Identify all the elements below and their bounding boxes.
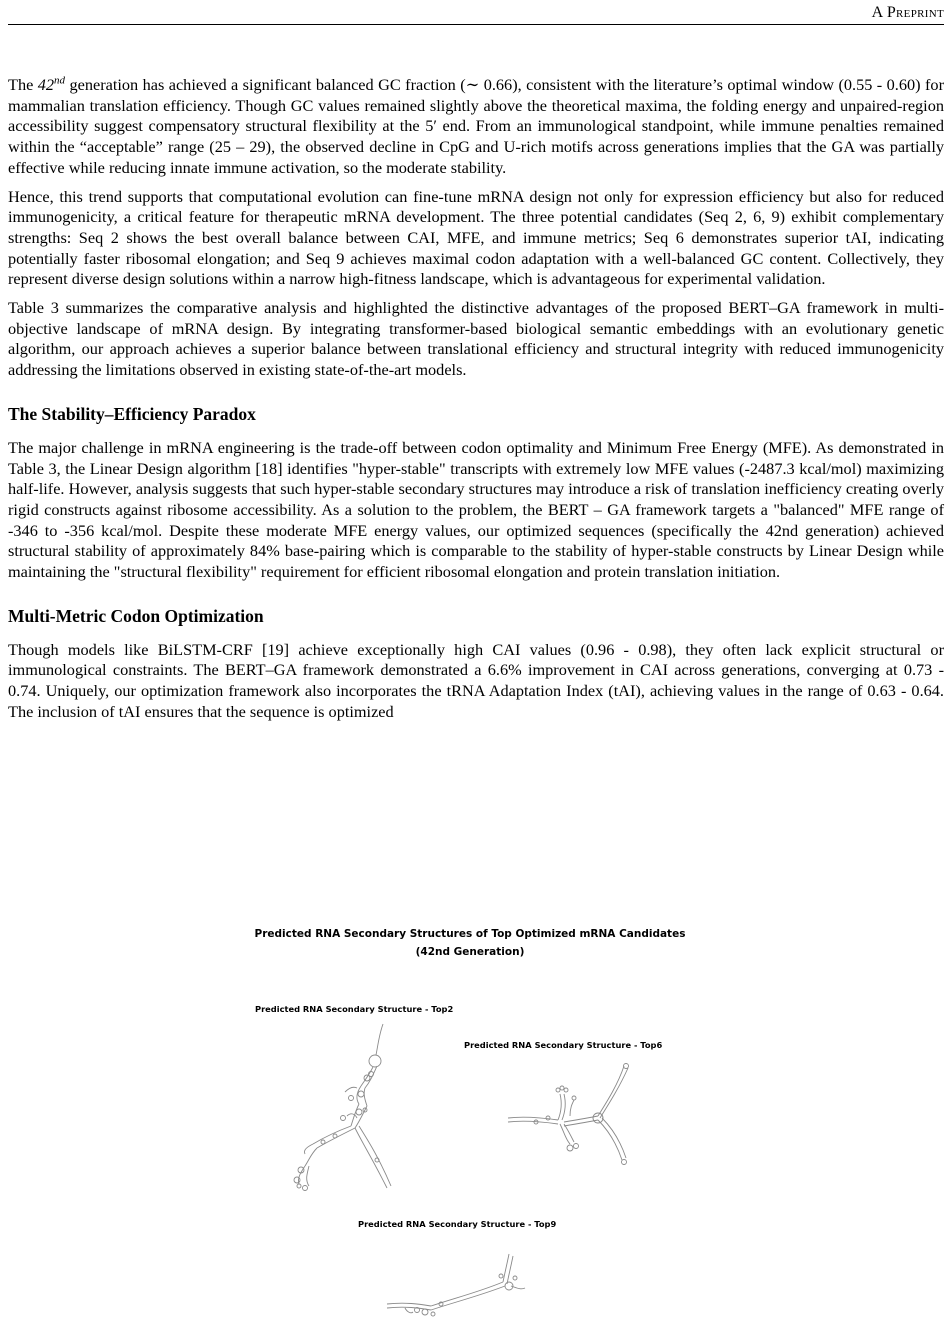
structure-top6-strokes (508, 1064, 629, 1165)
p1-num: 42 (37, 75, 55, 94)
rna-structures-figure (200, 920, 760, 1321)
p1-pre: The (8, 75, 38, 94)
paragraph-table-summary: Table 3 summarizes the comparative analysis and highlighted the distinctive advantages of the proposed BERT–GA framework in multi-objective landscape of mRNA design. By integrating transformer-based biological semantic embeddings with an evolutionary genetic algorithm, our approach achieves a superior balance between translational efficiency and structural integrity with reduced immunogenicity addressing the limitations observed in existing state-of-the-art models. (8, 298, 944, 380)
section-heading-codon: Multi-Metric Codon Optimization (8, 605, 264, 626)
structure-top9-strokes (387, 1254, 525, 1316)
paragraph-stability: The major challenge in mRNA engineering is the trade-off between codon optimality and Minimum Free Energy (MFE). As demonstrated in Table 3, the Linear Design algorithm [18] identifies "hyper-stable" transcripts with extremely low MFE values (-2487.3 kcal/mol) maximizing half-life. However, analysis suggests that such hyper-stable secondary structures may introduce a risk of translation inefficiency creating overly rigid constructs against ribosome accessibility. As a solution to the problem, the BERT – GA framework targets a "balanced" MFE range of -346 to -356 kcal/mol. Despite these moderate MFE energy values, our optimized sequences (specifically the 42nd generation) achieved structural stability of approximately 84% base-pairing which is comparable to the stability of hyper-stable constructs by Linear Design while maintaining the "structural flexibility" requirement for efficient ribosomal elongation and protein translation initiation. (8, 437, 944, 582)
paragraph-evolution-trend: Hence, this trend supports that computational evolution can fine-tune mRNA design not only for expression efficiency but also for reduced immunogenicity, a critical feature for therapeutic mRNA development. The three potential candidates (Seq 2, 6, 9) exhibit complementary strengths: Seq 2 shows the best overall balance between CAI, MFE, and immune metrics; Seq 6 demonstrates superior tAI, indicating potentially faster ribosomal elongation; and Seq 9 achieves maximal codon adaptation with a well-balanced GC content. Collectively, they represent diverse design solutions within a narrow high-fitness landscape, which is advantageous for experimental validation. (8, 186, 944, 289)
structure-top2-strokes (294, 1024, 391, 1191)
structure-top6 (500, 1060, 640, 1175)
figure-title (200, 925, 740, 961)
structure-top9 (385, 1252, 535, 1317)
generation-number (38, 75, 65, 94)
paragraph-codon: Though models like BiLSTM-CRF [19] achieve exceptionally high CAI values (0.96 - 0.98), they often lack explicit structural or immunological constraints. The BERT–GA framework demonstrated a 6.6% improvement in CAI across generations, converging at 0.73 - 0.74. Uniquely, our optimization framework also incorporates the tRNA Adaptation Index (tAI), achieving values in the range of 0.63 - 0.64. The inclusion of tAI ensures that the sequence is optimized (8, 639, 944, 721)
figure-title-line1: Predicted RNA Secondary Structures of Top Optimized mRNA Candidates (254, 928, 686, 940)
p1-body1: generation has achieved a significant balanced GC fraction (∼ 0.66), consistent with the literature’s optimal window (0.55 - 0.60) for mammalian translation efficiency. Though GC values remained slightly above the theoretical maxima, the folding energy and unpaired-region accessibility suggest compensatory structural flexibility at the 5 (8, 75, 944, 136)
structure-top2 (275, 1020, 425, 1195)
panel-title-top9: Predicted RNA Secondary Structure - Top9 (358, 1219, 557, 1229)
p1-prime: ′ (433, 116, 437, 136)
panel-title-top6: Predicted RNA Secondary Structure - Top6 (464, 1040, 663, 1050)
p1-body2: end. From an immunological standpoint, while immune penalties remained within the “acceptable” range (25 – 29), the observed decline in CpG and U-rich motifs across generations implies that the GA was partially effective while reducing innate immune activation, so the moderate stability. (8, 116, 944, 177)
paragraph-generation-gc (8, 75, 944, 179)
paper-body (8, 75, 944, 731)
p1-sup: nd (54, 74, 66, 87)
running-title: A Preprint (871, 4, 944, 21)
running-header (8, 4, 944, 25)
figure-title-line2: (42nd Generation) (415, 946, 525, 958)
panel-title-top2: Predicted RNA Secondary Structure - Top2 (255, 1004, 454, 1014)
section-heading-stability: The Stability–Efficiency Paradox (8, 403, 256, 424)
